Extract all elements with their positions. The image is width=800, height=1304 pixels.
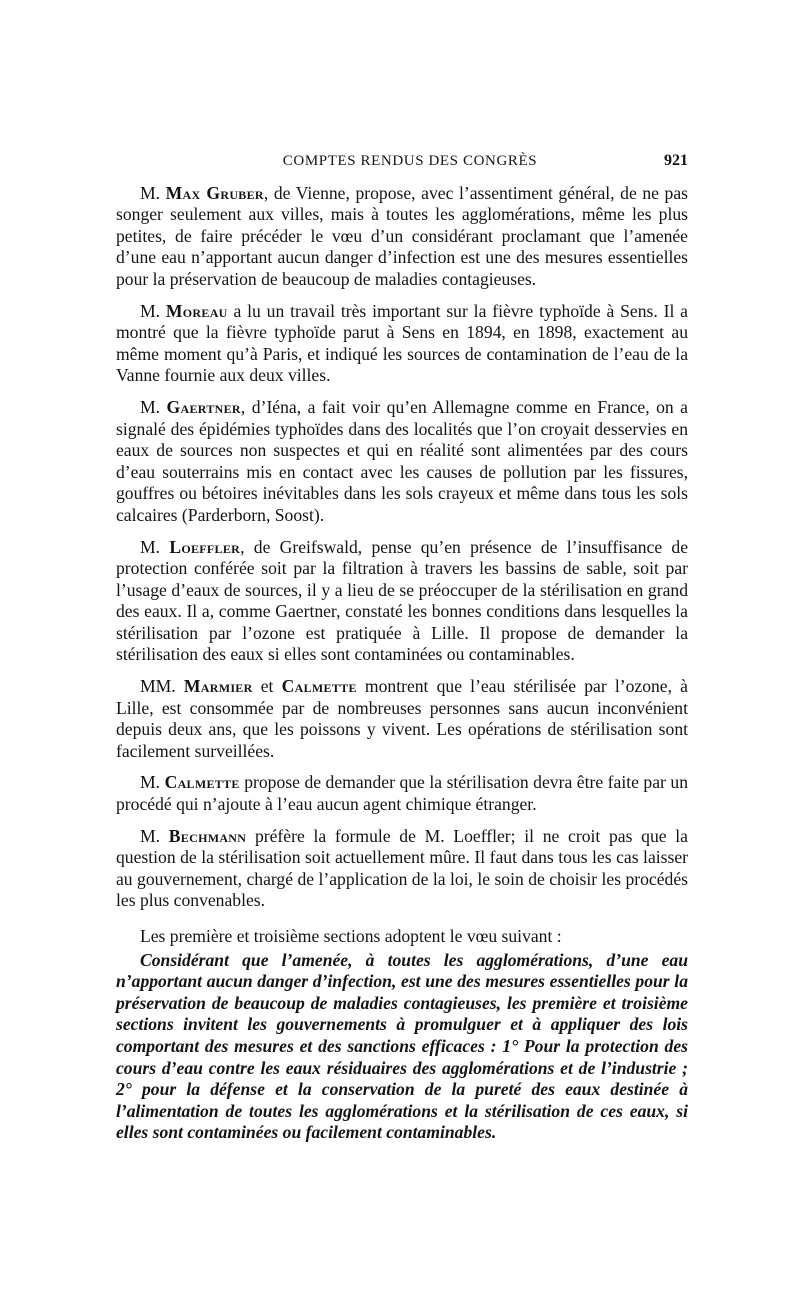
paragraph-moreau <box>116 301 688 387</box>
running-title: COMPTES RENDUS DES CONGRÈS <box>282 153 538 169</box>
page-number: 921 <box>664 152 688 169</box>
speaker-name: Calmette <box>164 772 240 793</box>
paragraph-text: préfère la formule de M. Loeffler; il ne croit pas que la question de la stérilisation soit actuellement mûre. Il faut dans tous les cas laisser au gouvernement, chargé de l’application de la loi, le soin de choisir les procédés les plus convenables. <box>116 825 688 911</box>
paragraph-gruber <box>116 183 688 291</box>
speaker-name: Moreau <box>165 300 228 321</box>
speaker-name: Gaertner <box>166 396 241 417</box>
resolution-intro: Les première et troisième sections adoptent le vœu suivant : <box>140 926 562 946</box>
paragraph-text: , de Vienne, propose, avec l’assentiment général, de ne pas songer seulement aux villes, mais à toutes les agglomérations, même les plus petites, de faire précéder le vœu d’un considérant proclamant que l’amenée d’une eau n’apportant aucun danger d’infection est une des mesures essentielles pour la préservation de beaucoup de maladies contagieuses. <box>116 182 688 289</box>
paragraph-text: propose de demander que la stérilisation devra être faite par un procédé qui n’ajoute à l’eau aucun agent chimique étranger. <box>116 772 688 815</box>
speaker-prefix: M. <box>140 396 161 417</box>
paragraph-text: , d’Iéna, a fait voir qu’en Allemagne comme en France, on a signalé des épidémies typhoïdes dans des localités que l’on croyait desservies en eaux de sources non suspectes et qui en réalité sont alimentées par des cours d’eau souterrains mis en contact avec les causes de pollution par les fissures, gouffres ou bétoires inévitables dans les sols crayeux et même dans tous les sols calcaires (Parderborn, Soost). <box>116 396 688 525</box>
speaker-prefix: M. <box>140 825 161 846</box>
speaker-name: Loeffler <box>169 536 241 557</box>
running-header <box>116 150 688 173</box>
speaker-name: Marmier <box>183 676 253 697</box>
resolution-text: Considérant que l’amenée, à toutes les agglomérations, d’une eau n’apportant aucun danger d’infection, est une des mesures essentielles pour la préservation de beaucoup de maladies contagieuses, les première et troisième sections invitent les gouvernements à promulguer et à appliquer des lois comportant des mesures et des sanctions efficaces : 1° Pour la protection des cours d’eau contre les eaux résiduaires des agglomérations et de l’industrie ; 2° pour la défense et la conservation de la pureté des eaux destinée à l’alimentation de toutes les agglomérations et la stérilisation de ces eaux, si elles sont contaminées ou facilement contaminables. <box>116 949 688 1143</box>
speaker-prefix: M. <box>140 536 161 557</box>
paragraph-loeffler <box>116 537 688 667</box>
page <box>116 150 688 1144</box>
speaker-prefix: M. <box>140 300 161 321</box>
paragraph-text: montrent que l’eau stérilisée par l’ozone, à Lille, est consommée par de nombreuses personnes sans aucun inconvénient depuis deux ans, que les poissons y vivent. Les opérations de stérilisation sont facilement surveillées. <box>116 676 688 761</box>
speaker-prefix: MM. <box>140 676 176 697</box>
paragraph-bechmann <box>116 826 688 912</box>
paragraph-text: a lu un travail très important sur la fièvre typhoïde à Sens. Il a montré que la fièvre typhoïde parut à Sens en 1894, en 1898, exactement au même moment qu’à Paris, et indiqué les sources de contamination de l’eau de la Vanne fournie aux deux villes. <box>116 300 688 386</box>
paragraph-calmette <box>116 772 688 815</box>
paragraph-marmier-calmette <box>116 676 688 762</box>
speaker-name: Bechmann <box>168 825 247 846</box>
name-joiner: et <box>252 676 282 697</box>
speaker-name-2: Calmette <box>281 676 357 697</box>
speaker-prefix: M. <box>140 772 161 793</box>
paragraph-gaertner <box>116 397 688 527</box>
speaker-prefix: M. <box>140 182 161 203</box>
speaker-name: Max Gruber <box>165 182 264 203</box>
paragraph-text: , de Greifswald, pense qu’en présence de l’insuffisance de protection conférée soit par la filtration à travers les bassins de sable, soit par l’usage d’eaux de sources, il y a lieu de se préoccuper de la stérilisation en grand des eaux. Il a, comme Gaertner, constaté les bonnes conditions dans lesquelles la stérilisation par l’ozone est pratiquée à Lille. Il propose de demander la stérilisation des eaux si elles sont contaminées ou contaminables. <box>116 536 688 665</box>
